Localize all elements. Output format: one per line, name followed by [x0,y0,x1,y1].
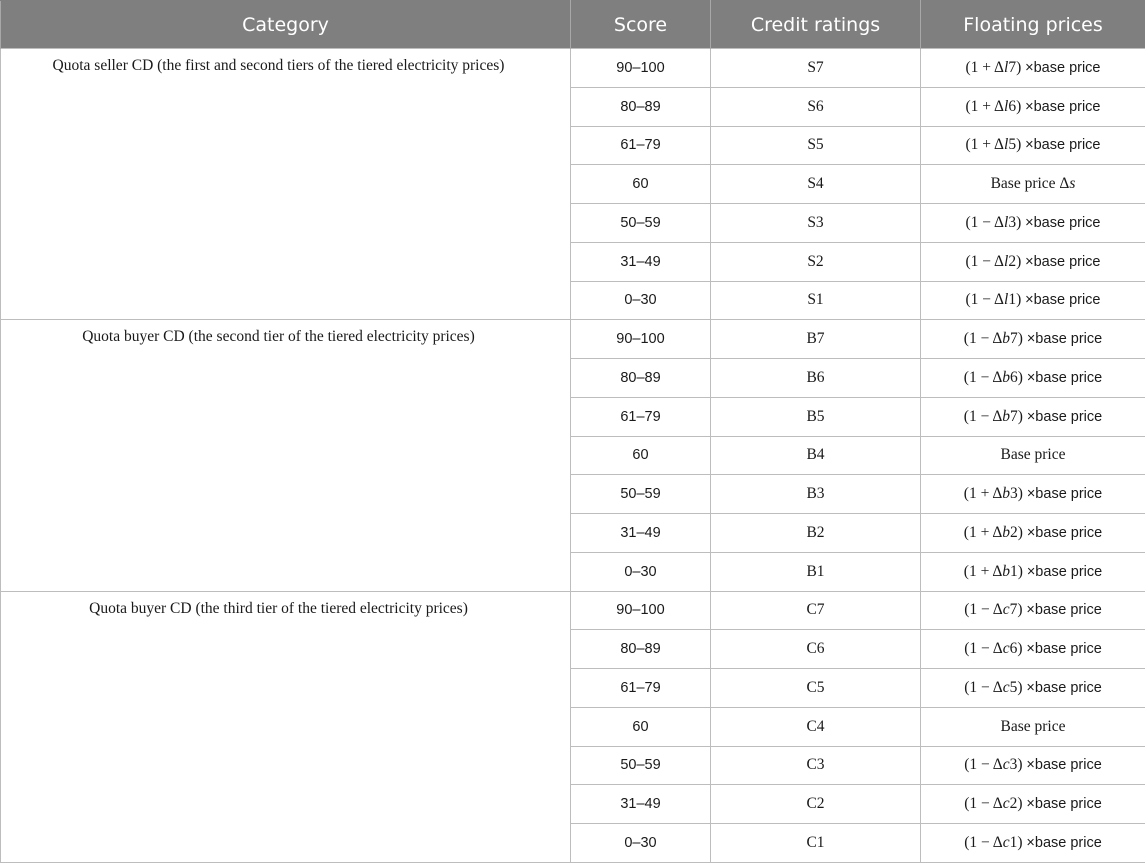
table-header [1,1,1145,49]
price-formula-prefix: Base price [1001,718,1066,735]
score-cell: 80–89 [571,87,711,126]
header-row [1,1,1145,49]
table-row [1,591,1145,630]
header-score: Score [571,1,711,49]
floating-price-cell [921,514,1145,553]
credit-rating-cell: S7 [711,49,921,88]
category-cell [1,49,571,320]
score-cell: 60 [571,707,711,746]
price-formula-prefix: (1 − Δ [964,834,1003,851]
price-formula-variable: l [1004,253,1008,270]
floating-price-cell [921,397,1145,436]
price-formula-prefix: (1 + Δ [966,98,1005,115]
price-formula-tail: ×base price [1026,641,1101,657]
price-formula-tail: ×base price [1027,331,1102,347]
price-formula-prefix: (1 − Δ [964,408,1003,425]
price-formula-tail: ×base price [1025,60,1100,76]
credit-rating-cell: B2 [711,514,921,553]
price-formula-prefix: (1 + Δ [964,485,1003,502]
price-formula-prefix: (1 − Δ [964,795,1003,812]
price-formula-variable: b [1002,563,1010,580]
score-cell: 31–49 [571,514,711,553]
price-formula-tail: ×base price [1025,254,1100,270]
price-formula-prefix: (1 − Δ [964,601,1003,618]
floating-price-cell [921,359,1145,398]
score-cell: 61–79 [571,397,711,436]
credit-rating-cell: B7 [711,320,921,359]
floating-price-cell [921,87,1145,126]
score-cell: 0–30 [571,824,711,863]
floating-price-cell [921,785,1145,824]
header-category: Category [1,1,571,49]
price-formula-tail: ×base price [1026,680,1101,696]
score-cell: 60 [571,165,711,204]
credit-rating-cell: C4 [711,707,921,746]
score-cell: 61–79 [571,126,711,165]
header-floating-prices: Floating prices [921,1,1145,49]
floating-price-cell [921,204,1145,243]
floating-price-cell [921,242,1145,281]
credit-rating-cell: C6 [711,630,921,669]
price-formula-variable: c [1003,795,1010,812]
credit-rating-cell: C1 [711,824,921,863]
credit-rating-cell: S1 [711,281,921,320]
credit-rating-cell: S4 [711,165,921,204]
price-formula-suffix: 7) [1008,59,1025,76]
floating-price-cell [921,475,1145,514]
price-formula-variable: b [1002,524,1010,541]
score-cell: 80–89 [571,359,711,398]
price-formula-prefix: (1 + Δ [966,59,1005,76]
credit-rating-cell: C5 [711,669,921,708]
price-formula-suffix: 5) [1008,136,1025,153]
floating-price-cell [921,165,1145,204]
price-formula-prefix: (1 − Δ [964,756,1003,773]
table-body [1,49,1145,863]
price-formula-variable: c [1003,834,1010,851]
price-formula-tail: ×base price [1025,99,1100,115]
price-formula-tail: ×base price [1025,215,1100,231]
price-formula-prefix: (1 + Δ [964,563,1003,580]
price-formula-tail: ×base price [1027,409,1102,425]
score-cell: 90–100 [571,591,711,630]
price-formula-prefix: (1 − Δ [964,330,1003,347]
price-formula-prefix: (1 − Δ [964,369,1003,386]
price-formula-prefix: (1 − Δ [966,291,1005,308]
credit-rating-cell: B6 [711,359,921,398]
price-formula-prefix: (1 − Δ [964,640,1003,657]
floating-price-cell [921,591,1145,630]
price-formula-prefix: (1 − Δ [966,253,1005,270]
price-formula-variable: c [1003,640,1010,657]
category-cell [1,320,571,591]
price-formula-suffix: 7) [1010,408,1027,425]
floating-price-cell [921,320,1145,359]
price-formula-prefix: Base price [1001,446,1066,463]
price-formula-variable: l [1004,136,1008,153]
price-formula-suffix: 2) [1008,253,1025,270]
credit-rating-cell: C2 [711,785,921,824]
price-formula-prefix: (1 − Δ [966,214,1005,231]
price-formula-suffix: 1) [1010,834,1027,851]
price-formula-variable: b [1002,485,1010,502]
price-formula-variable: l [1004,59,1008,76]
credit-rating-cell: B5 [711,397,921,436]
floating-price-cell [921,49,1145,88]
price-formula-suffix: 6) [1010,369,1027,386]
floating-price-cell [921,707,1145,746]
price-formula-suffix: 2) [1010,524,1027,541]
category-label: Quota buyer CD (the second tier of the tiered electricity prices) [82,328,489,346]
price-formula-tail: ×base price [1027,564,1102,580]
price-formula-tail: ×base price [1025,137,1100,153]
price-formula-tail: ×base price [1027,525,1102,541]
floating-price-cell [921,126,1145,165]
price-formula-prefix: (1 + Δ [966,136,1005,153]
score-cell: 50–59 [571,204,711,243]
table-row [1,320,1145,359]
price-formula-variable: c [1003,756,1010,773]
header-credit-ratings: Credit ratings [711,1,921,49]
score-cell: 31–49 [571,242,711,281]
price-formula-prefix: Base price Δ [991,175,1070,192]
price-formula-variable: b [1002,408,1010,425]
price-formula-suffix: 7) [1010,330,1027,347]
score-cell: 50–59 [571,475,711,514]
credit-rating-cell: B3 [711,475,921,514]
price-formula-variable: l [1004,291,1008,308]
price-formula-suffix: 1) [1010,563,1027,580]
floating-price-cell [921,436,1145,475]
score-cell: 50–59 [571,746,711,785]
credit-rating-cell: S6 [711,87,921,126]
category-label: Quota seller CD (the first and second tiers of the tiered electricity prices) [53,57,519,75]
price-formula-tail: ×base price [1026,796,1101,812]
price-formula-suffix: 3) [1008,214,1025,231]
floating-price-cell [921,746,1145,785]
credit-rating-cell: S5 [711,126,921,165]
score-cell: 90–100 [571,320,711,359]
price-formula-variable: b [1002,330,1010,347]
score-cell: 90–100 [571,49,711,88]
floating-price-cell [921,824,1145,863]
score-cell: 0–30 [571,281,711,320]
floating-price-cell [921,669,1145,708]
score-cell: 60 [571,436,711,475]
score-cell: 80–89 [571,630,711,669]
price-formula-suffix: 7) [1010,601,1027,618]
price-formula-tail: ×base price [1025,292,1100,308]
credit-rating-cell: S3 [711,204,921,243]
price-formula-tail: ×base price [1027,370,1102,386]
floating-price-cell [921,552,1145,591]
floating-price-cell [921,630,1145,669]
price-formula-suffix: 2) [1010,795,1027,812]
score-cell: 0–30 [571,552,711,591]
credit-rating-cell: B1 [711,552,921,591]
price-formula-suffix: 6) [1008,98,1025,115]
table-row [1,49,1145,88]
price-formula-tail: ×base price [1026,757,1101,773]
floating-price-cell [921,281,1145,320]
price-formula-tail: ×base price [1026,835,1101,851]
price-formula-tail: ×base price [1026,602,1101,618]
category-label: Quota buyer CD (the third tier of the tiered electricity prices) [89,600,482,618]
price-formula-suffix: 3) [1010,756,1027,773]
price-formula-suffix: 3) [1010,485,1027,502]
price-formula-variable: c [1003,601,1010,618]
price-formula-variable: l [1004,98,1008,115]
price-formula-prefix: (1 − Δ [964,679,1003,696]
price-formula-suffix: 5) [1010,679,1027,696]
credit-rating-cell: B4 [711,436,921,475]
price-formula-suffix: 6) [1010,640,1027,657]
category-cell [1,591,571,862]
price-formula-variable: s [1069,175,1075,192]
price-formula-tail: ×base price [1027,486,1102,502]
credit-rating-cell: C3 [711,746,921,785]
price-formula-variable: l [1004,214,1008,231]
credit-rating-cell: C7 [711,591,921,630]
score-cell: 31–49 [571,785,711,824]
price-formula-suffix: 1) [1008,291,1025,308]
price-formula-variable: b [1002,369,1010,386]
credit-rating-cell: S2 [711,242,921,281]
price-formula-prefix: (1 + Δ [964,524,1003,541]
score-cell: 61–79 [571,669,711,708]
price-formula-variable: c [1003,679,1010,696]
